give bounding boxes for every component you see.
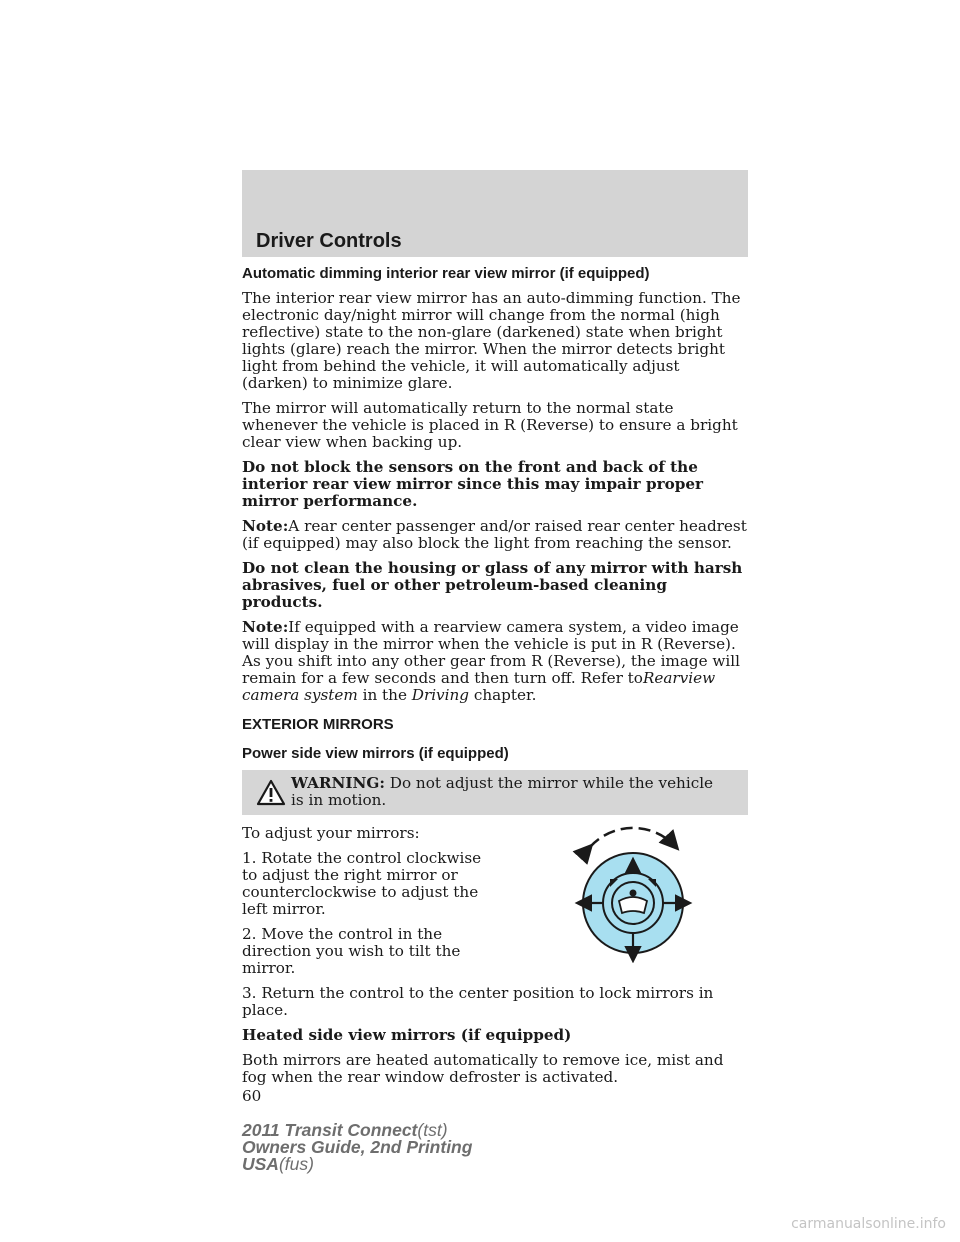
footer-guide: Owners Guide, 2nd Printing	[242, 1137, 473, 1157]
auto-dim-paragraph-2: The mirror will automatically return to the normal state whenever the vehicle is placed in R (Reverse) to ensure a bright clear view when backing up.	[242, 399, 738, 451]
section-title: Driver Controls	[256, 230, 402, 252]
sensor-caution-paragraph: Do not block the sensors on the front and back of the interior rear view mirror since this may impair proper mirror performance.	[242, 458, 703, 510]
adjust-intro: To adjust your mirrors:	[242, 824, 420, 842]
note-2-text: If equipped with a rearview camera system, a video image will display in the mirror when the vehicle is put in R (Reverse). As you shift into any other gear from R (Reverse), the image will remain for a few seconds and then turn off. Refer to	[242, 618, 740, 687]
adjust-mirrors-section	[242, 825, 748, 977]
warning-box	[242, 770, 748, 815]
note-1	[242, 518, 748, 552]
footer-market-code: (fus)	[278, 1154, 314, 1174]
warning-triangle-icon	[256, 779, 286, 806]
auto-dim-paragraph-1: The interior rear view mirror has an auto-dimming function. The electronic day/night mirror will change from the normal (high reflective) state to the non-glare (darkened) state when bright lights (glare) reach the mirror. When the mirror detects bright light from behind the vehicle, it will automatically adjust (darken) to minimize glare.	[242, 289, 741, 392]
note-2	[242, 619, 748, 704]
document-footer	[242, 1122, 472, 1173]
power-mirrors-heading: Power side view mirrors (if equipped)	[242, 745, 509, 762]
footer-model-code: (tst)	[417, 1120, 448, 1140]
note-1-label: Note:	[242, 517, 289, 535]
mirror-control-dial-icon	[572, 821, 694, 963]
exterior-mirrors-heading: EXTERIOR MIRRORS	[242, 716, 394, 733]
section-header-band	[242, 170, 748, 257]
watermark: carmanualsonline.info	[791, 1216, 946, 1232]
warning-text: Do not adjust the mirror while the vehicle is in motion.	[291, 774, 714, 809]
step-1: 1. Rotate the control clockwise to adjust the right mirror or counterclockwise to adjust the left mirror.	[242, 849, 482, 918]
step-2: 2. Move the control in the direction you wish to tilt the mirror.	[242, 925, 461, 977]
page-number: 60	[242, 1087, 262, 1105]
heated-mirrors-heading: Heated side view mirrors (if equipped)	[242, 1026, 572, 1044]
auto-dim-heading: Automatic dimming interior rear view mirror (if equipped)	[242, 265, 650, 282]
note-2-end: chapter.	[473, 686, 537, 704]
note-2-mid: in the	[362, 686, 407, 704]
footer-market: USA	[242, 1154, 279, 1174]
heated-mirrors-paragraph: Both mirrors are heated automatically to remove ice, mist and fog when the rear window defroster is activated.	[242, 1051, 724, 1086]
note-2-label: Note:	[242, 618, 289, 636]
page-content	[242, 265, 748, 1105]
driving-chapter-reference: Driving	[411, 686, 470, 704]
warning-label: WARNING:	[291, 774, 385, 792]
rearview-camera-reference: Rearview camera system	[242, 669, 716, 704]
warning-text-block	[291, 775, 718, 809]
footer-model: 2011 Transit Connect	[242, 1120, 418, 1140]
step-3: 3. Return the control to the center position to lock mirrors in place.	[242, 984, 714, 1019]
footer-line-3	[242, 1156, 472, 1173]
cleaning-caution-paragraph: Do not clean the housing or glass of any mirror with harsh abrasives, fuel or other petroleum-based cleaning products.	[242, 559, 743, 611]
note-1-text: A rear center passenger and/or raised rear center headrest (if equipped) may also block the light from reaching the sensor.	[242, 517, 747, 552]
